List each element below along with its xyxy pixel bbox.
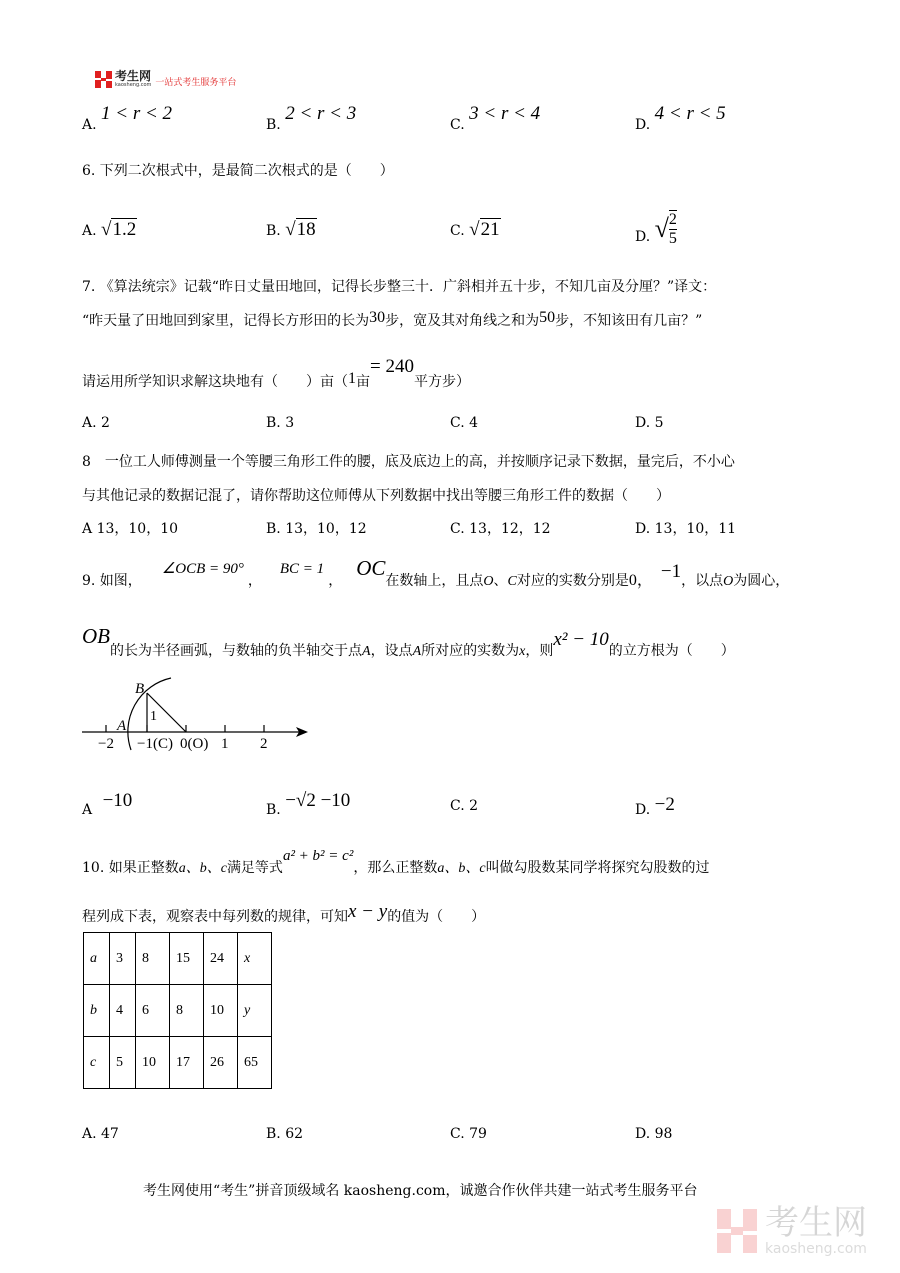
table-cell: 17 [170,1037,204,1089]
q8-option-d: D. 13，10，11 [635,521,737,537]
q9-option-b: B. −√2 −10 [266,790,351,818]
q8-line2: 与其他记录的数据记混了，请你帮助这位师傅从下列数据中找出等腰三角形工件的数据（ ） [82,488,670,504]
q7-option-a: A. 2 [82,415,110,431]
table-cell: 26 [204,1037,238,1089]
table-row [84,985,272,1037]
table-cell: 5 [110,1037,136,1089]
q10-option-d: D. 98 [635,1126,673,1142]
footer-text: 考生网使用“考生”拼音顶级域名 kaosheng.com，诚邀合作伙伴共建一站式考生服务平台 [143,1183,698,1199]
tick-label: −2 [98,736,114,752]
q8-option-a: A 13，10，10 [82,521,179,537]
tick-label: 2 [260,736,268,752]
logo-slogan: 一站式考生服务平台 [155,78,237,88]
q9-option-a: A −10 [82,790,133,818]
q8-line1: 8 一位工人师傅测量一个等腰三角形工件的腰，底及底边上的高，并按顺序记录下数据，量完后，不小心 [82,454,735,470]
q6-option-a: A. √1.2 [82,219,137,240]
watermark-sub: kaosheng.com [765,1241,867,1257]
label-1: 1 [150,709,157,724]
table-cell: a [84,933,110,985]
q5-option-c: C. 3 < r < 4 [450,103,541,133]
pythagorean-table [83,932,272,1089]
q8-option-c: C. 13，12，12 [450,521,551,537]
q10-option-b: B. 62 [266,1126,304,1142]
q5-option-d: D. 4 < r < 5 [635,103,726,133]
q10-line1: 10. 如果正整数a、b、c满足等式a² + b² = c²，那么正整数a、b、c叫做勾股数某同学将探究勾股数的过 [82,848,710,876]
q7-option-b: B. 3 [266,415,295,431]
table-cell: 65 [238,1037,272,1089]
table-cell: y [238,985,272,1037]
q8-option-b: B. 13，10，12 [266,521,367,537]
table-cell: 3 [110,933,136,985]
q9-option-c: C. 2 [450,798,479,814]
watermark-name: 考生网 [765,1203,867,1243]
table-cell: 24 [204,933,238,985]
q7-line2: “昨天量了田地回到家里，记得长方形田的长为30步，宽及其对角线之和为50步，不知该田有几亩？” [82,309,703,329]
q5-option-b: B. 2 < r < 3 [266,103,357,133]
table-cell: x [238,933,272,985]
logo-sub: kaosheng.com [115,82,152,88]
table-row [84,1037,272,1089]
table-cell: 15 [170,933,204,985]
q9-line1: 9. 如图，∠OCB = 90°，BC = 1，OC在数轴上，且点O、C对应的实数分别是0， −1，以点O为圆心， [82,556,790,589]
watermark [717,1205,867,1257]
q10-option-c: C. 79 [450,1126,487,1142]
q9-line2: OB的长为半径画弧，与数轴的负半轴交于点A，设点A所对应的实数为x，则x² − 10的立方根为（ ） [82,624,735,659]
q10-option-a: A. 47 [82,1126,119,1142]
tick-label: 0(O) [180,736,209,752]
table-cell: b [84,985,110,1037]
table-row [84,933,272,985]
table-cell: 8 [136,933,170,985]
q6-option-c: C. √21 [450,219,500,240]
tick-label: −1(C) [137,736,173,752]
q7-option-d: D. 5 [635,415,664,431]
table-cell: 6 [136,985,170,1037]
q7-line1: 7. 《算法统宗》记载“昨日丈量田地回，记得长步整三十．广斜相并五十步，不知几亩及分厘？”译文： [82,279,717,295]
logo-name: 考生网 [115,69,152,83]
table-cell: c [84,1037,110,1089]
table-cell: 10 [204,985,238,1037]
q6-option-d: D. √ $\frac{2}{5}$ [635,211,677,247]
label-b: B [135,681,145,697]
label-a: A [117,718,127,734]
watermark-logo-icon [717,1209,757,1253]
table-cell: 4 [110,985,136,1037]
q6-stem: 6. 下列二次根式中，是最简二次根式的是（ ） [82,163,394,179]
q7-line3: 请运用所学知识求解这块地有（ ）亩（1亩= 240平方步） [82,356,470,390]
table-cell: 8 [170,985,204,1037]
q10-line2: 程列成下表，观察表中每列数的规律，可知x − y的值为（ ） [82,901,486,925]
q5-option-a: A. 1 < r < 2 [82,103,173,133]
tick-label: 1 [221,736,229,752]
q9-option-d: D. −2 [635,794,675,818]
q7-option-c: C. 4 [450,415,479,431]
table-cell: 10 [136,1037,170,1089]
q6-option-b: B. √18 [266,219,316,240]
